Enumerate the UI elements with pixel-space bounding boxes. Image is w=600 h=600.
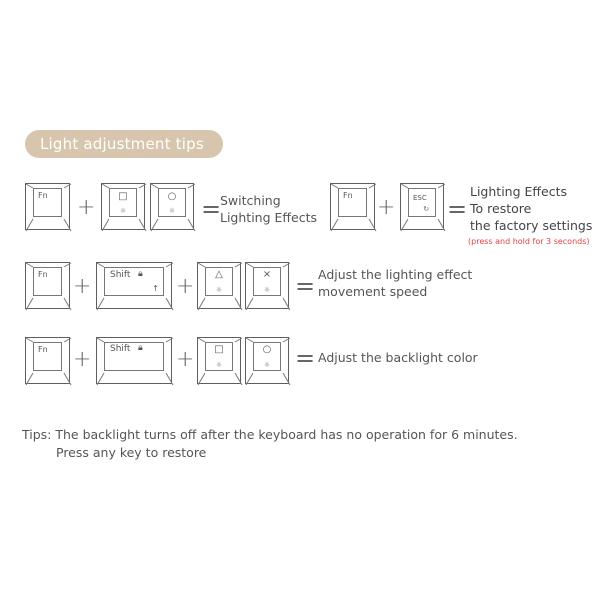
equals-sign: = [295,272,316,300]
plus-sign: + [77,195,96,220]
cross-symbol-icon: × [262,269,272,280]
circle-symbol-icon: ○ [167,191,177,202]
fn-key-label: Fn [38,345,48,354]
lock-icon: 🔒︎ [138,343,143,353]
square-key [101,183,145,230]
fn-key-label: Fn [38,191,48,200]
switching-description [220,192,317,226]
shift-key-label: Shift [110,270,131,280]
factory-line1: Lighting Effects [470,184,567,199]
speed-description [318,266,472,300]
square-symbol-icon: □ [118,191,128,202]
circle-key [150,183,194,230]
esc-key-label: ESC [413,194,427,202]
reset-icon: ↻ [423,205,430,213]
factory-line2: To restore [470,201,532,216]
equals-sign: = [201,195,222,223]
switching-line1: Switching [220,193,281,208]
shift-key [96,337,172,384]
plus-sign: + [377,195,396,220]
tips-line1: Tips: The backlight turns off after the keyboard has no operation for 6 minutes. [22,427,518,442]
triangle-symbol-icon: △ [215,269,223,280]
circle-key [245,337,289,384]
square-key [197,337,241,384]
factory-reset-description [470,183,592,234]
backlight-icon: ☼ [215,361,223,369]
plus-sign: + [176,347,195,372]
equals-sign: = [447,195,468,223]
speed-line1: Adjust the lighting effect [318,267,473,282]
color-line1: Adjust the backlight color [318,350,478,365]
esc-key [400,183,444,230]
backlight-icon: ☼ [263,286,271,294]
fn-key-label: Fn [38,270,48,279]
fn-key-label: Fn [343,191,353,200]
plus-sign: + [73,347,92,372]
lock-icon: 🔒︎ [138,269,143,279]
fn-key [25,337,70,384]
factory-line3: the factory settings [470,218,593,233]
fn-key [25,183,70,230]
equals-sign: = [295,344,316,372]
backlight-icon: ☼ [263,361,271,369]
circle-symbol-icon: ○ [262,344,272,355]
backlight-icon: ☼ [119,207,127,215]
square-symbol-icon: □ [214,344,224,355]
plus-sign: + [176,274,195,299]
triangle-key [197,262,241,309]
section-title-badge [25,130,223,158]
backlight-icon: ☼ [168,207,176,215]
shift-key-label: Shift [110,344,131,354]
tips-text [22,426,518,462]
shift-key [96,262,172,309]
section-title: Light adjustment tips [40,135,204,153]
color-description [318,349,478,366]
cross-key [245,262,289,309]
fn-key [330,183,375,230]
fn-key [25,262,70,309]
hold-note: (press and hold for 3 seconds) [468,237,590,246]
arrow-up-icon: ↑ [152,284,159,293]
backlight-icon: ☼ [215,286,223,294]
tips-line2: Press any key to restore [56,445,207,460]
switching-line2: Lighting Effects [220,210,317,225]
speed-line2: movement speed [318,284,428,299]
plus-sign: + [73,274,92,299]
